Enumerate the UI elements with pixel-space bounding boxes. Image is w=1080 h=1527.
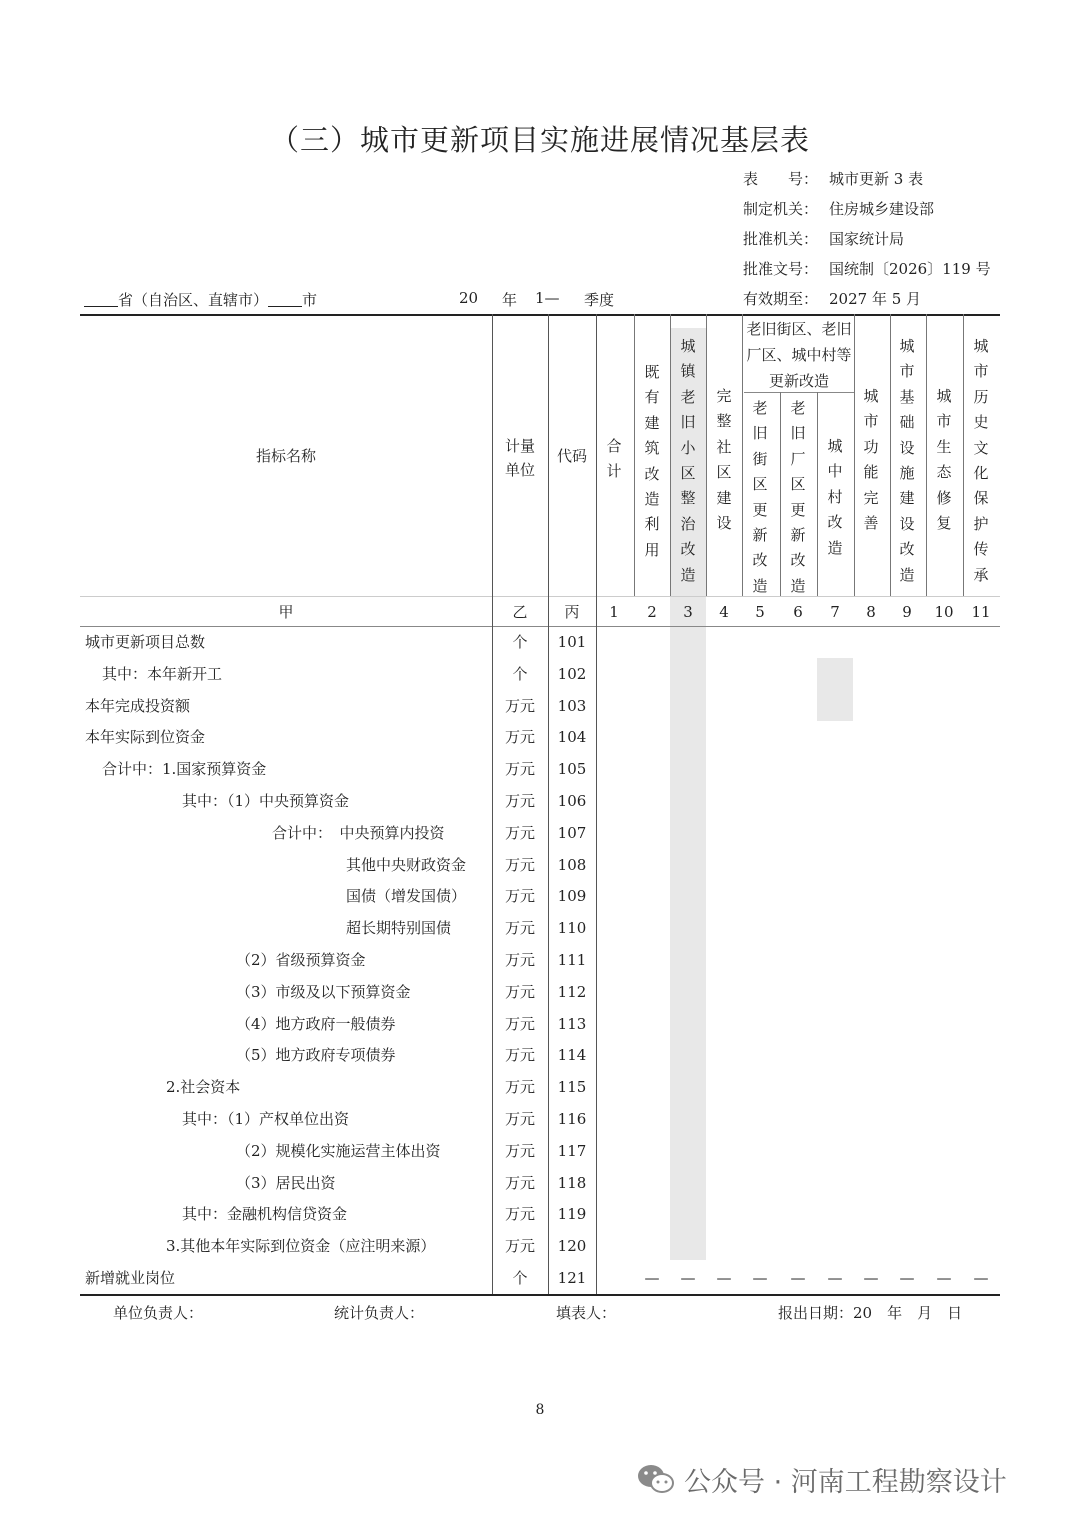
quarter-label: 季度 (584, 291, 615, 309)
row-label: （2）规模化实施运营主体出资 (236, 1141, 441, 1160)
row-label: （3）居民出资 (236, 1173, 336, 1192)
header-col-7: 城中村改造 (827, 437, 843, 557)
header-col-2: 既有建筑改造利用 (644, 363, 660, 559)
region-line: 省（自治区、直辖市） 市 (84, 289, 317, 310)
index-col: 11 (971, 603, 991, 621)
row-unit: 万元 (504, 1173, 535, 1192)
meta-line (743, 228, 904, 249)
quarter-prefix: 1— (535, 289, 560, 307)
year-label: 年 (502, 291, 518, 309)
table-bottom-border (80, 1294, 1000, 1296)
shade-col-7 (817, 658, 853, 721)
row-label: 其中：（1）中央预算资金 (182, 792, 350, 810)
col-divider (817, 392, 818, 596)
row-unit: 个 (512, 633, 528, 651)
row-unit: 万元 (504, 951, 535, 969)
index-col: 8 (866, 603, 876, 621)
header-divider (80, 596, 1000, 597)
meta-line (743, 168, 923, 189)
row-code: 103 (557, 696, 587, 715)
row-label: 其中：（1）产权单位出资 (182, 1110, 350, 1128)
not-applicable-dash: — (680, 1269, 696, 1287)
col-divider (963, 314, 964, 596)
header-col-9: 城市基础设施建设改造 (899, 337, 915, 584)
row-label: 新增就业岗位 (85, 1269, 176, 1287)
index-col: 3 (683, 603, 693, 621)
index-code: 丙 (564, 603, 580, 621)
row-label: 3.其他本年实际到位资金（应注明来源） (166, 1237, 436, 1256)
col-divider (854, 314, 855, 596)
header-indicator-name: 指标名称 (255, 447, 316, 465)
filler-label: 填表人： (556, 1304, 617, 1322)
header-group-old-districts: 老旧街区、老旧厂区、城中村等更新改造 (746, 320, 852, 390)
row-label: 本年实际到位资金 (85, 728, 206, 747)
index-col: 9 (902, 603, 912, 621)
meta-value: 住房城乡建设部 (829, 200, 935, 218)
row-code: 110 (557, 919, 587, 938)
row-code: 106 (557, 792, 587, 810)
row-label: 合计中： 中央预算内投资 (272, 823, 445, 842)
col-divider (706, 314, 707, 596)
index-col: 4 (719, 603, 729, 621)
row-unit: 个 (512, 664, 528, 683)
row-code: 113 (557, 1014, 587, 1033)
row-unit: 万元 (504, 982, 535, 1001)
col-divider (634, 314, 635, 596)
not-applicable-dash: — (899, 1269, 915, 1287)
row-code: 115 (557, 1078, 587, 1097)
meta-value: 城市更新 3 表 (829, 170, 924, 188)
row-code: 117 (557, 1141, 587, 1160)
row-label: 其中：本年新开工 (102, 664, 223, 683)
col-divider (670, 314, 671, 596)
row-code: 116 (557, 1110, 587, 1128)
report-date-label: 报出日期：20 年 月 日 (778, 1304, 963, 1322)
row-label: 其他中央财政资金 (346, 855, 467, 874)
meta-value: 2027 年 5 月 (829, 290, 922, 308)
col-divider (926, 314, 927, 596)
not-applicable-dash: — (973, 1269, 989, 1287)
row-code: 109 (557, 887, 587, 906)
meta-label: 批准机关： (743, 230, 819, 248)
statistics-form-table (80, 314, 1000, 1294)
not-applicable-dash: — (863, 1269, 879, 1287)
meta-line (743, 288, 921, 309)
col-divider (596, 314, 597, 1294)
row-unit: 万元 (504, 823, 535, 842)
not-applicable-dash: — (752, 1269, 768, 1287)
row-unit: 万元 (504, 1141, 535, 1160)
index-col: 1 (609, 603, 619, 621)
meta-label: 制定机关： (743, 200, 819, 218)
row-code: 121 (557, 1269, 587, 1287)
row-unit: 万元 (504, 728, 535, 747)
not-applicable-dash: — (827, 1269, 843, 1287)
not-applicable-dash: — (716, 1269, 732, 1287)
page-number: 8 (535, 1402, 545, 1418)
row-code: 111 (557, 951, 587, 969)
index-col: 6 (793, 603, 803, 621)
header-col-11: 城市历史文化保护传承 (973, 337, 989, 584)
row-code: 118 (557, 1173, 587, 1192)
header-col-6: 老旧厂区更新改造 (790, 399, 806, 595)
row-unit: 万元 (504, 1110, 535, 1128)
row-unit: 个 (512, 1269, 528, 1287)
row-code: 105 (557, 760, 587, 779)
wechat-icon (636, 1462, 676, 1496)
page-title: （三）城市更新项目实施进展情况基层表 (269, 123, 810, 157)
row-label: （5）地方政府专项债券 (236, 1046, 396, 1065)
stat-head-label: 统计负责人： (334, 1304, 425, 1322)
row-code: 102 (557, 664, 587, 683)
col-divider (890, 314, 891, 596)
header-col-4: 完整社区建设 (716, 387, 732, 533)
row-label: 城市更新项目总数 (85, 633, 206, 651)
row-code: 107 (557, 823, 587, 842)
watermark-text: 公众号 · 河南工程勘察设计 (684, 1467, 1007, 1498)
col-divider (742, 314, 743, 596)
header-unit: 计量单位 (504, 437, 535, 479)
row-code: 104 (557, 728, 587, 747)
row-label: 本年完成投资额 (85, 696, 191, 715)
index-unit: 乙 (512, 603, 528, 621)
row-label: 合计中：1.国家预算资金 (102, 760, 267, 779)
row-label: 国债（增发国债） (346, 887, 467, 906)
meta-value: 国统制〔2026〕119 号 (829, 260, 991, 278)
city-blank[interactable] (268, 292, 302, 307)
row-code: 101 (557, 633, 587, 651)
row-unit: 万元 (504, 887, 535, 906)
meta-label: 有效期至： (743, 290, 819, 308)
table-top-border (80, 314, 1000, 316)
province-blank[interactable] (84, 292, 118, 307)
row-code: 119 (557, 1205, 587, 1224)
meta-value: 国家统计局 (829, 230, 905, 248)
row-unit: 万元 (504, 696, 535, 715)
row-unit: 万元 (504, 1014, 535, 1033)
meta-label: 表 号： (743, 170, 819, 188)
row-label: 超长期特别国债 (346, 919, 452, 938)
unit-head-label: 单位负责人： (113, 1304, 204, 1322)
header-col-8: 城市功能完善 (863, 387, 879, 533)
col-divider (780, 392, 781, 596)
index-col: 2 (647, 603, 657, 621)
row-code: 120 (557, 1237, 587, 1256)
index-col: 5 (755, 603, 765, 621)
row-label: 其中：金融机构信贷资金 (182, 1205, 348, 1224)
header-col-3: 城镇老旧小区整治改造 (680, 337, 696, 584)
not-applicable-dash: — (936, 1269, 952, 1287)
row-label: （3）市级及以下预算资金 (236, 982, 411, 1001)
row-label: 2.社会资本 (166, 1078, 241, 1097)
header-col-1: 合计 (606, 437, 622, 481)
index-indicator: 甲 (278, 603, 294, 621)
meta-line (743, 258, 991, 279)
year-prefix: 20 (459, 289, 479, 307)
row-label: （4）地方政府一般债券 (236, 1014, 396, 1033)
row-code: 114 (557, 1046, 587, 1065)
row-unit: 万元 (504, 792, 535, 810)
not-applicable-dash: — (644, 1269, 660, 1287)
row-unit: 万元 (504, 760, 535, 779)
row-label: （2）省级预算资金 (236, 951, 366, 969)
row-unit: 万元 (504, 855, 535, 874)
meta-label: 批准文号： (743, 260, 819, 278)
meta-line (743, 198, 934, 219)
index-col: 7 (830, 603, 840, 621)
header-col-10: 城市生态修复 (936, 387, 952, 533)
row-unit: 万元 (504, 919, 535, 938)
row-code: 112 (557, 982, 587, 1001)
row-code: 108 (557, 855, 587, 874)
index-col: 10 (934, 603, 954, 621)
row-unit: 万元 (504, 1078, 535, 1097)
row-unit: 万元 (504, 1046, 535, 1065)
row-unit: 万元 (504, 1205, 535, 1224)
header-code: 代码 (556, 447, 587, 465)
header-col-5: 老旧街区更新改造 (752, 399, 768, 595)
group-divider (744, 392, 854, 393)
row-unit: 万元 (504, 1237, 535, 1256)
not-applicable-dash: — (790, 1269, 806, 1287)
